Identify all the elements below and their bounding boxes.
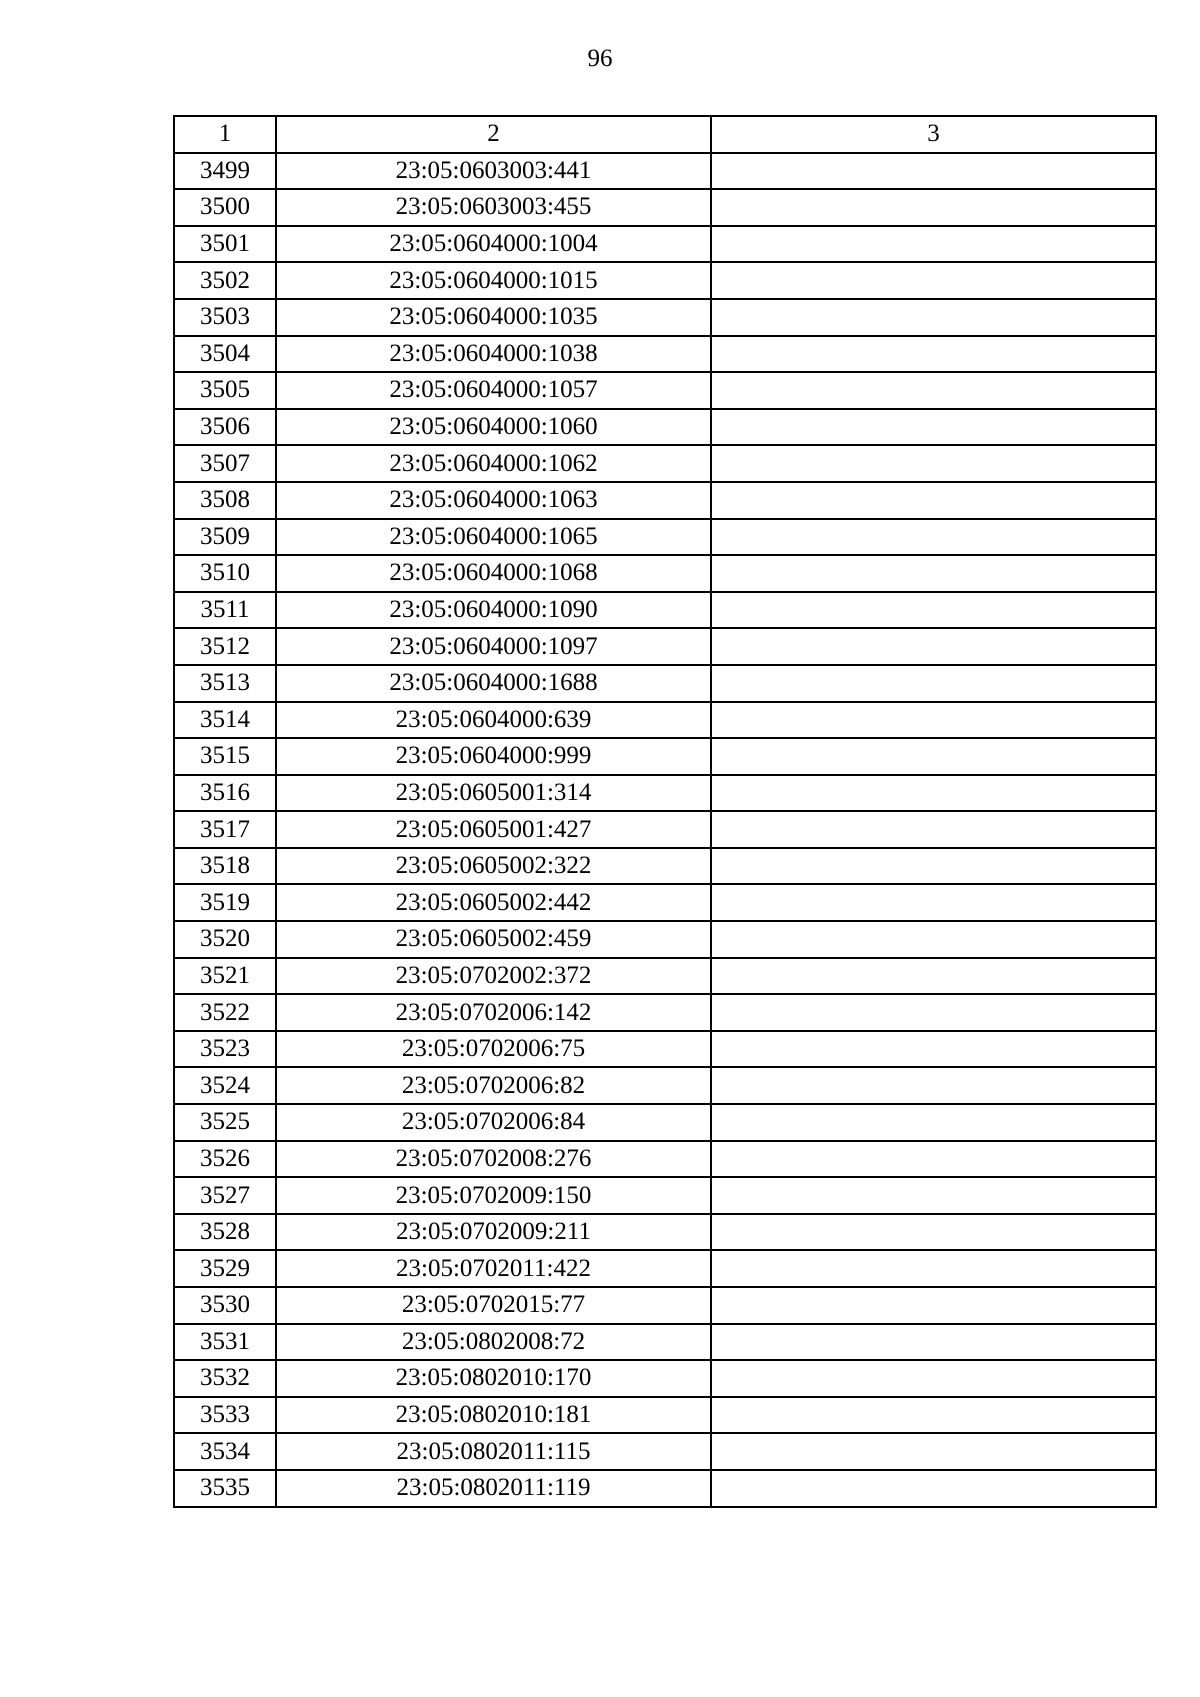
row-number-cell: 3499: [174, 153, 276, 190]
note-cell: [711, 1104, 1156, 1141]
note-cell: [711, 1433, 1156, 1470]
row-number-cell: 3515: [174, 738, 276, 775]
page-number: 96: [587, 45, 613, 72]
note-cell: [711, 1397, 1156, 1434]
note-cell: [711, 1470, 1156, 1507]
column-header-2: 2: [276, 116, 711, 153]
row-number-cell: 3531: [174, 1324, 276, 1361]
table-row: [174, 1141, 1156, 1178]
row-number-cell: 3516: [174, 775, 276, 812]
row-number-cell: 3532: [174, 1360, 276, 1397]
note-cell: [711, 1250, 1156, 1287]
note-cell: [711, 994, 1156, 1031]
note-cell: [711, 738, 1156, 775]
row-number-cell: 3517: [174, 811, 276, 848]
table-row: [174, 1104, 1156, 1141]
note-cell: [711, 958, 1156, 995]
note-cell: [711, 921, 1156, 958]
note-cell: [711, 1141, 1156, 1178]
table-row: [174, 592, 1156, 629]
row-number-cell: 3513: [174, 665, 276, 702]
note-cell: [711, 482, 1156, 519]
note-cell: [711, 702, 1156, 739]
row-number-cell: 3511: [174, 592, 276, 629]
note-cell: [711, 884, 1156, 921]
table-row: [174, 958, 1156, 995]
row-number-cell: 3522: [174, 994, 276, 1031]
cadastral-number-cell: 23:05:0702008:276: [276, 1141, 711, 1178]
note-cell: [711, 665, 1156, 702]
note-cell: [711, 1324, 1156, 1361]
cadastral-number-cell: 23:05:0603003:441: [276, 153, 711, 190]
column-header-1: 1: [174, 116, 276, 153]
row-number-cell: 3510: [174, 555, 276, 592]
cadastral-number-cell: 23:05:0604000:1062: [276, 445, 711, 482]
cadastral-number-cell: 23:05:0604000:1004: [276, 226, 711, 263]
table-row: [174, 848, 1156, 885]
row-number-cell: 3521: [174, 958, 276, 995]
row-number-cell: 3526: [174, 1141, 276, 1178]
table-row: [174, 1360, 1156, 1397]
cadastral-number-cell: 23:05:0604000:1065: [276, 519, 711, 556]
cadastral-number-cell: 23:05:0802011:119: [276, 1470, 711, 1507]
table-row: [174, 262, 1156, 299]
note-cell: [711, 628, 1156, 665]
table-row: [174, 409, 1156, 446]
cadastral-number-cell: 23:05:0702006:84: [276, 1104, 711, 1141]
note-cell: [711, 1360, 1156, 1397]
table-row: [174, 1177, 1156, 1214]
cadastral-number-cell: 23:05:0604000:1090: [276, 592, 711, 629]
column-header-3: 3: [711, 116, 1156, 153]
cadastral-number-cell: 23:05:0702006:142: [276, 994, 711, 1031]
cadastral-number-cell: 23:05:0802010:170: [276, 1360, 711, 1397]
table-row: [174, 665, 1156, 702]
cadastral-number-cell: 23:05:0702011:422: [276, 1250, 711, 1287]
row-number-cell: 3534: [174, 1433, 276, 1470]
table-row: [174, 299, 1156, 336]
cadastral-number-cell: 23:05:0802011:115: [276, 1433, 711, 1470]
cadastral-number-cell: 23:05:0604000:1057: [276, 372, 711, 409]
row-number-cell: 3528: [174, 1214, 276, 1251]
note-cell: [711, 409, 1156, 446]
table-row: [174, 994, 1156, 1031]
cadastral-number-cell: 23:05:0702006:75: [276, 1031, 711, 1068]
table-row: [174, 519, 1156, 556]
table-row: [174, 1287, 1156, 1324]
data-table: [173, 115, 1157, 1508]
cadastral-number-cell: 23:05:0802010:181: [276, 1397, 711, 1434]
cadastral-number-cell: 23:05:0605001:314: [276, 775, 711, 812]
table-row: [174, 1324, 1156, 1361]
note-cell: [711, 1214, 1156, 1251]
table-row: [174, 153, 1156, 190]
row-number-cell: 3514: [174, 702, 276, 739]
cadastral-number-cell: 23:05:0603003:455: [276, 189, 711, 226]
table-header-row: [174, 116, 1156, 153]
table-row: [174, 336, 1156, 373]
note-cell: [711, 336, 1156, 373]
table-row: [174, 738, 1156, 775]
table-row: [174, 1067, 1156, 1104]
row-number-cell: 3533: [174, 1397, 276, 1434]
row-number-cell: 3508: [174, 482, 276, 519]
table-row: [174, 775, 1156, 812]
cadastral-number-cell: 23:05:0604000:1688: [276, 665, 711, 702]
table-row: [174, 372, 1156, 409]
row-number-cell: 3500: [174, 189, 276, 226]
row-number-cell: 3503: [174, 299, 276, 336]
table-body: [174, 153, 1156, 1507]
row-number-cell: 3530: [174, 1287, 276, 1324]
note-cell: [711, 811, 1156, 848]
cadastral-number-cell: 23:05:0702006:82: [276, 1067, 711, 1104]
row-number-cell: 3502: [174, 262, 276, 299]
row-number-cell: 3527: [174, 1177, 276, 1214]
table-row: [174, 884, 1156, 921]
note-cell: [711, 262, 1156, 299]
cadastral-number-cell: 23:05:0605001:427: [276, 811, 711, 848]
table-row: [174, 1031, 1156, 1068]
cadastral-number-cell: 23:05:0702015:77: [276, 1287, 711, 1324]
row-number-cell: 3525: [174, 1104, 276, 1141]
note-cell: [711, 372, 1156, 409]
cadastral-number-cell: 23:05:0702009:211: [276, 1214, 711, 1251]
cadastral-number-cell: 23:05:0605002:459: [276, 921, 711, 958]
table-row: [174, 445, 1156, 482]
cadastral-number-cell: 23:05:0604000:1097: [276, 628, 711, 665]
row-number-cell: 3520: [174, 921, 276, 958]
row-number-cell: 3535: [174, 1470, 276, 1507]
row-number-cell: 3529: [174, 1250, 276, 1287]
note-cell: [711, 1287, 1156, 1324]
note-cell: [711, 519, 1156, 556]
row-number-cell: 3524: [174, 1067, 276, 1104]
note-cell: [711, 592, 1156, 629]
cadastral-number-cell: 23:05:0702002:372: [276, 958, 711, 995]
table-row: [174, 628, 1156, 665]
table-row: [174, 226, 1156, 263]
cadastral-number-cell: 23:05:0604000:999: [276, 738, 711, 775]
row-number-cell: 3504: [174, 336, 276, 373]
table-row: [174, 1433, 1156, 1470]
row-number-cell: 3506: [174, 409, 276, 446]
cadastral-number-cell: 23:05:0604000:1035: [276, 299, 711, 336]
cadastral-number-cell: 23:05:0604000:1038: [276, 336, 711, 373]
note-cell: [711, 1067, 1156, 1104]
note-cell: [711, 1031, 1156, 1068]
row-number-cell: 3519: [174, 884, 276, 921]
cadastral-number-cell: 23:05:0605002:442: [276, 884, 711, 921]
row-number-cell: 3505: [174, 372, 276, 409]
cadastral-number-cell: 23:05:0604000:1063: [276, 482, 711, 519]
cadastral-number-cell: 23:05:0604000:1060: [276, 409, 711, 446]
table-row: [174, 1214, 1156, 1251]
table-row: [174, 1397, 1156, 1434]
note-cell: [711, 299, 1156, 336]
table-row: [174, 555, 1156, 592]
table-row: [174, 1470, 1156, 1507]
row-number-cell: 3518: [174, 848, 276, 885]
note-cell: [711, 153, 1156, 190]
row-number-cell: 3501: [174, 226, 276, 263]
row-number-cell: 3507: [174, 445, 276, 482]
table-row: [174, 811, 1156, 848]
table-row: [174, 921, 1156, 958]
cadastral-number-cell: 23:05:0604000:1015: [276, 262, 711, 299]
note-cell: [711, 555, 1156, 592]
row-number-cell: 3512: [174, 628, 276, 665]
cadastral-number-cell: 23:05:0702009:150: [276, 1177, 711, 1214]
table-row: [174, 189, 1156, 226]
row-number-cell: 3509: [174, 519, 276, 556]
note-cell: [711, 226, 1156, 263]
note-cell: [711, 775, 1156, 812]
table-row: [174, 1250, 1156, 1287]
cadastral-number-cell: 23:05:0604000:639: [276, 702, 711, 739]
note-cell: [711, 445, 1156, 482]
cadastral-number-cell: 23:05:0605002:322: [276, 848, 711, 885]
note-cell: [711, 1177, 1156, 1214]
cadastral-number-cell: 23:05:0604000:1068: [276, 555, 711, 592]
table-row: [174, 702, 1156, 739]
cadastral-number-cell: 23:05:0802008:72: [276, 1324, 711, 1361]
table-row: [174, 482, 1156, 519]
row-number-cell: 3523: [174, 1031, 276, 1068]
note-cell: [711, 848, 1156, 885]
note-cell: [711, 189, 1156, 226]
